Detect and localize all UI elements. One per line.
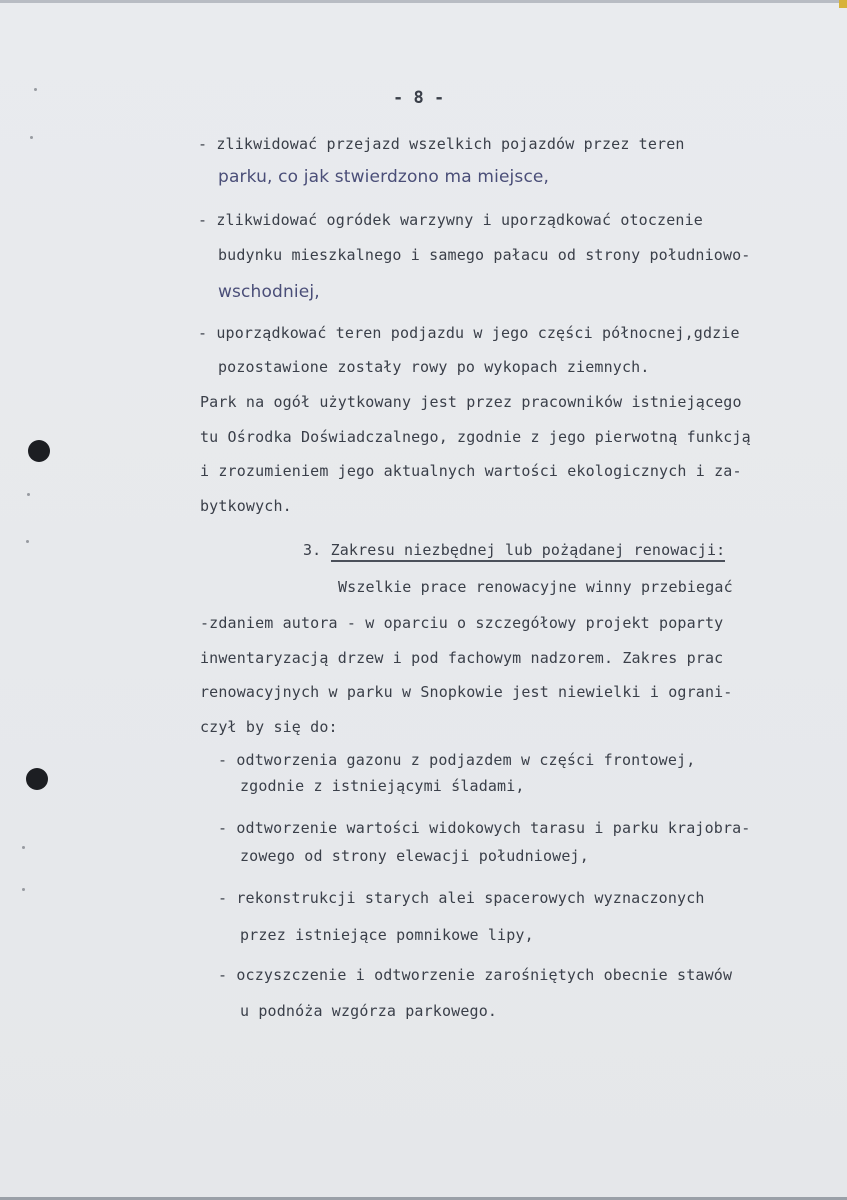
text-line: Park na ogół użytkowany jest przez pracowników istniejącego: [200, 393, 742, 411]
punch-hole-lower: [26, 768, 48, 790]
text-line: tu Ośrodka Doświadczalnego, zgodnie z jego pierwotną funkcją: [200, 428, 751, 446]
text-line: i zrozumieniem jego aktualnych wartości ekologicznych i za-: [200, 462, 742, 480]
text-line: Wszelkie prace renowacyjne winny przebiegać: [338, 578, 733, 596]
section-title: Zakresu niezbędnej lub pożądanej renowacji:: [331, 541, 726, 562]
paper-speck: [34, 88, 37, 91]
text-line: inwentaryzacją drzew i pod fachowym nadzorem. Zakres prac: [200, 649, 724, 667]
scan-corner-mark: [839, 0, 847, 8]
handwritten-line: parku, co jak stwierdzono ma miejsce,: [218, 167, 550, 187]
punch-hole-upper: [28, 440, 50, 462]
handwritten-line: wschodniej,: [218, 282, 320, 302]
text-line: zowego od strony elewacji południowej,: [240, 847, 589, 865]
text-line: - odtworzenia gazonu z podjazdem w części frontowej,: [218, 751, 696, 769]
text-line: bytkowych.: [200, 497, 292, 515]
paper-speck: [22, 846, 25, 849]
text-line: - oczyszczenie i odtworzenie zarośniętych obecnie stawów: [218, 966, 733, 984]
text-line: czył by się do:: [200, 718, 338, 736]
scan-top-edge: [0, 0, 847, 3]
text-line: - zlikwidować ogródek warzywny i uporządkować otoczenie: [198, 211, 703, 229]
section-heading: [303, 540, 725, 560]
paper-speck: [26, 540, 29, 543]
paper-speck: [27, 493, 30, 496]
paper-speck: [22, 888, 25, 891]
text-line: - rekonstrukcji starych alei spacerowych wyznaczonych: [218, 889, 705, 907]
text-line: - odtworzenie wartości widokowych tarasu i parku krajobra-: [218, 819, 751, 837]
text-line: - zlikwidować przejazd wszelkich pojazdów przez teren: [198, 135, 685, 153]
text-line: przez istniejące pomnikowe lipy,: [240, 926, 534, 944]
page-number: - 8 -: [393, 88, 445, 108]
section-number: 3.: [303, 541, 322, 559]
paper-speck: [30, 136, 33, 139]
text-line: budynku mieszkalnego i samego pałacu od strony południowo-: [218, 246, 751, 264]
text-line: pozostawione zostały rowy po wykopach ziemnych.: [218, 358, 650, 376]
text-line: - uporządkować teren podjazdu w jego części północnej,gdzie: [198, 324, 740, 342]
text-line: -zdaniem autora - w oparciu o szczegółowy projekt poparty: [200, 614, 724, 632]
text-line: u podnóża wzgórza parkowego.: [240, 1002, 498, 1020]
text-line: renowacyjnych w parku w Snopkowie jest niewielki i ograni-: [200, 683, 733, 701]
text-line: zgodnie z istniejącymi śladami,: [240, 777, 525, 795]
